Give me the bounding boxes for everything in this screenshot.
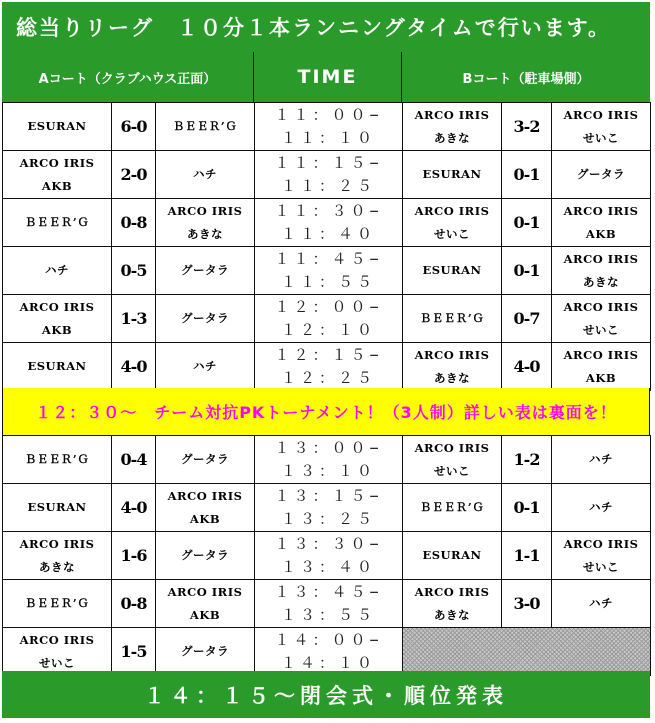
court-a-home-team-line: ARCO IRIS <box>19 632 95 647</box>
closing-ceremony-bar: １４：１５～閉会式・順位発表 <box>2 671 650 718</box>
court-b-away-team-line: ARCO IRIS <box>563 107 639 122</box>
court-a-away-team <box>156 628 255 676</box>
court-a-away-team-line: AKB <box>189 607 221 622</box>
match-time <box>255 295 403 343</box>
court-a-header: Aコート（クラブハウス正面） <box>2 52 254 102</box>
court-a-home-team-line: ＢＥＥＲ’Ｇ <box>24 215 90 229</box>
match-row <box>3 580 651 628</box>
court-b-home-team-line: ARCO IRIS <box>414 203 490 218</box>
match-time-line: １２：１５− <box>274 345 383 364</box>
match-time <box>255 628 403 676</box>
court-b-away-team-line: ハチ <box>589 500 613 514</box>
court-b-score: 0-1 <box>502 484 552 532</box>
court-a-home-team <box>3 484 112 532</box>
court-a-away-team <box>156 343 255 391</box>
page-title: 総当りリーグ １０分１本ランニングタイムで行います。 <box>2 2 650 52</box>
court-a-away-team-line: ARCO IRIS <box>167 488 243 503</box>
court-a-home-team-line: あきな <box>39 559 75 574</box>
court-a-away-team <box>156 484 255 532</box>
match-row <box>3 628 651 676</box>
court-a-score: 2-0 <box>112 151 156 199</box>
court-b-score: 3-0 <box>502 580 552 628</box>
court-b-away-team <box>552 484 651 532</box>
match-time-line: １３：４０ <box>280 557 376 576</box>
court-a-home-team-line: ハチ <box>45 263 69 277</box>
match-time <box>255 247 403 295</box>
afternoon-match-table <box>2 435 651 676</box>
court-a-away-team-line: グータラ <box>181 311 229 325</box>
court-b-home-team-line: あきな <box>434 130 470 145</box>
match-time-line: １１：３０− <box>274 201 383 220</box>
match-time <box>255 436 403 484</box>
court-a-home-team-line: ESURAN <box>27 119 87 133</box>
court-a-away-team <box>156 532 255 580</box>
court-b-home-team <box>403 247 502 295</box>
court-b-away-team-line: ハチ <box>589 452 613 466</box>
court-b-away-team <box>552 343 651 391</box>
court-b-home-team-line: せいこ <box>434 463 470 478</box>
court-a-away-team <box>156 103 255 151</box>
court-b-home-team <box>403 151 502 199</box>
court-a-score: 0-8 <box>112 580 156 628</box>
court-b-home-team <box>403 295 502 343</box>
court-a-home-team-line: ESURAN <box>27 500 87 514</box>
match-time-line: １４：１０ <box>280 653 376 672</box>
match-time-line: １３：３０− <box>274 534 383 553</box>
court-a-home-team-line: せいこ <box>39 655 75 670</box>
court-b-away-team-line: AKB <box>585 226 617 241</box>
court-a-score: 1-3 <box>112 295 156 343</box>
court-a-score: 0-5 <box>112 247 156 295</box>
court-a-away-team-line: ハチ <box>193 359 217 373</box>
time-header: TIME <box>254 52 402 102</box>
court-b-home-team-line: ARCO IRIS <box>414 107 490 122</box>
court-a-home-team <box>3 580 112 628</box>
court-b-home-team <box>403 343 502 391</box>
match-time-line: １２：１０ <box>280 320 376 339</box>
court-b-away-team-line: ARCO IRIS <box>563 347 639 362</box>
match-time <box>255 343 403 391</box>
court-b-home-team-line: ＢＥＥＲ’Ｇ <box>419 500 485 514</box>
court-b-away-team-line: せいこ <box>583 130 619 145</box>
match-row <box>3 151 651 199</box>
match-time-line: １１：１５− <box>274 153 383 172</box>
match-time-line: １１：１０ <box>280 128 376 147</box>
league-schedule-sheet <box>2 2 650 718</box>
court-b-score: 0-1 <box>502 247 552 295</box>
match-time-line: １１：５５ <box>280 272 376 291</box>
court-a-home-team <box>3 532 112 580</box>
court-b-score: 0-7 <box>502 295 552 343</box>
court-a-score: 4-0 <box>112 484 156 532</box>
court-a-home-team-line: ＢＥＥＲ’Ｇ <box>24 452 90 466</box>
court-a-home-team-line: AKB <box>41 178 73 193</box>
court-a-away-team-line: グータラ <box>181 548 229 562</box>
court-b-away-team <box>552 247 651 295</box>
match-time <box>255 103 403 151</box>
court-a-away-team-line: グータラ <box>181 452 229 466</box>
match-row <box>3 103 651 151</box>
column-header-row <box>2 52 650 102</box>
court-a-away-team-line: あきな <box>187 226 223 241</box>
match-time-line: １１：２５ <box>280 176 376 195</box>
court-b-score: 3-2 <box>502 103 552 151</box>
court-b-home-team-line: ESURAN <box>422 167 482 181</box>
match-time-line: １１：４０ <box>280 224 376 243</box>
court-b-header: Bコート（駐車場側） <box>462 71 590 87</box>
court-a-away-team <box>156 199 255 247</box>
court-a-away-team-line: グータラ <box>181 263 229 277</box>
pk-tournament-banner: １２：３０～ チーム対抗PKトーナメント！（3人制）詳しい表は裏面を！ <box>2 388 650 435</box>
court-b-away-team <box>552 580 651 628</box>
court-a-home-team <box>3 199 112 247</box>
court-a-away-team <box>156 295 255 343</box>
court-b-away-team-line: せいこ <box>583 559 619 574</box>
court-b-away-team-line: ハチ <box>589 596 613 610</box>
match-time-line: １３：００− <box>274 438 383 457</box>
court-a-home-team-line: ARCO IRIS <box>19 299 95 314</box>
court-b-away-team-line: ARCO IRIS <box>563 203 639 218</box>
court-b-away-team-line: せいこ <box>583 322 619 337</box>
court-a-home-team-line: ARCO IRIS <box>19 155 95 170</box>
court-a-home-team <box>3 103 112 151</box>
court-a-score: 1-6 <box>112 532 156 580</box>
match-row <box>3 436 651 484</box>
empty-slot <box>403 628 651 676</box>
court-a-score: 0-8 <box>112 199 156 247</box>
court-b-home-team-line: ARCO IRIS <box>414 584 490 599</box>
morning-match-table <box>2 102 651 391</box>
court-a-away-team <box>156 436 255 484</box>
court-a-home-team <box>3 295 112 343</box>
court-a-score: 6-0 <box>112 103 156 151</box>
court-b-score: 0-1 <box>502 199 552 247</box>
court-b-score: 0-1 <box>502 151 552 199</box>
court-a-away-team <box>156 247 255 295</box>
court-a-home-team-line: AKB <box>41 322 73 337</box>
match-time-line: １３：１０ <box>280 461 376 480</box>
court-a-home-team-line: ARCO IRIS <box>19 536 95 551</box>
court-a-away-team-line: ＢＥＥＲ’Ｇ <box>172 119 238 133</box>
court-b-away-team <box>552 103 651 151</box>
court-b-away-team-line: ARCO IRIS <box>563 536 639 551</box>
court-a-home-team-line: ＢＥＥＲ’Ｇ <box>24 596 90 610</box>
court-b-away-team-line: グータラ <box>577 167 625 181</box>
court-a-home-team <box>3 436 112 484</box>
match-row <box>3 484 651 532</box>
match-time <box>255 580 403 628</box>
court-a-away-team-line: ハチ <box>193 167 217 181</box>
court-b-away-team-line: あきな <box>583 274 619 289</box>
court-a-away-team-line: AKB <box>189 511 221 526</box>
court-b-home-team-line: ARCO IRIS <box>414 440 490 455</box>
court-b-away-team <box>552 295 651 343</box>
match-time-line: １１：４５− <box>274 249 383 268</box>
court-b-home-team-line: あきな <box>434 607 470 622</box>
court-b-home-team-line: せいこ <box>434 226 470 241</box>
match-row <box>3 295 651 343</box>
court-b-home-team-line: ＢＥＥＲ’Ｇ <box>419 311 485 325</box>
court-b-home-team-line: ARCO IRIS <box>414 347 490 362</box>
court-b-home-team <box>403 199 502 247</box>
match-time <box>255 199 403 247</box>
match-row <box>3 199 651 247</box>
court-b-away-team <box>552 436 651 484</box>
court-b-score: 1-2 <box>502 436 552 484</box>
court-b-away-team <box>552 532 651 580</box>
court-a-home-team <box>3 343 112 391</box>
match-time-line: １３：１５− <box>274 486 383 505</box>
court-b-away-team <box>552 151 651 199</box>
match-time-line: １１：００− <box>274 105 383 124</box>
match-time-line: １４：００− <box>274 630 383 649</box>
court-a-away-team-line: グータラ <box>181 644 229 658</box>
court-b-home-team-line: あきな <box>434 370 470 385</box>
match-time <box>255 151 403 199</box>
court-b-away-team-line: ARCO IRIS <box>563 251 639 266</box>
court-b-score: 4-0 <box>502 343 552 391</box>
court-b-home-team-line: ESURAN <box>422 263 482 277</box>
court-a-away-team <box>156 580 255 628</box>
court-b-home-team-line: ESURAN <box>422 548 482 562</box>
match-time-line: １２：００− <box>274 297 383 316</box>
court-b-away-team-line: ARCO IRIS <box>563 299 639 314</box>
court-b-away-team-line: AKB <box>585 370 617 385</box>
court-a-home-team <box>3 247 112 295</box>
court-b-home-team <box>403 580 502 628</box>
match-row <box>3 532 651 580</box>
court-b-home-team <box>403 532 502 580</box>
match-row <box>3 247 651 295</box>
court-a-score: 0-4 <box>112 436 156 484</box>
match-time <box>255 484 403 532</box>
match-row <box>3 343 651 391</box>
court-b-home-team <box>403 436 502 484</box>
court-a-home-team <box>3 151 112 199</box>
match-time-line: １３：５５ <box>280 605 376 624</box>
match-time-line: １３：４５− <box>274 582 383 601</box>
court-a-home-team-line: ESURAN <box>27 359 87 373</box>
court-b-away-team <box>552 199 651 247</box>
match-time-line: １２：２５ <box>280 368 376 387</box>
court-a-score: 4-0 <box>112 343 156 391</box>
court-a-score: 1-5 <box>112 628 156 676</box>
match-time <box>255 532 403 580</box>
court-a-away-team <box>156 151 255 199</box>
match-time-line: １３：２５ <box>280 509 376 528</box>
court-b-home-team <box>403 103 502 151</box>
court-a-away-team-line: ARCO IRIS <box>167 584 243 599</box>
court-a-away-team-line: ARCO IRIS <box>167 203 243 218</box>
court-b-score: 1-1 <box>502 532 552 580</box>
court-b-home-team <box>403 484 502 532</box>
court-a-home-team <box>3 628 112 676</box>
